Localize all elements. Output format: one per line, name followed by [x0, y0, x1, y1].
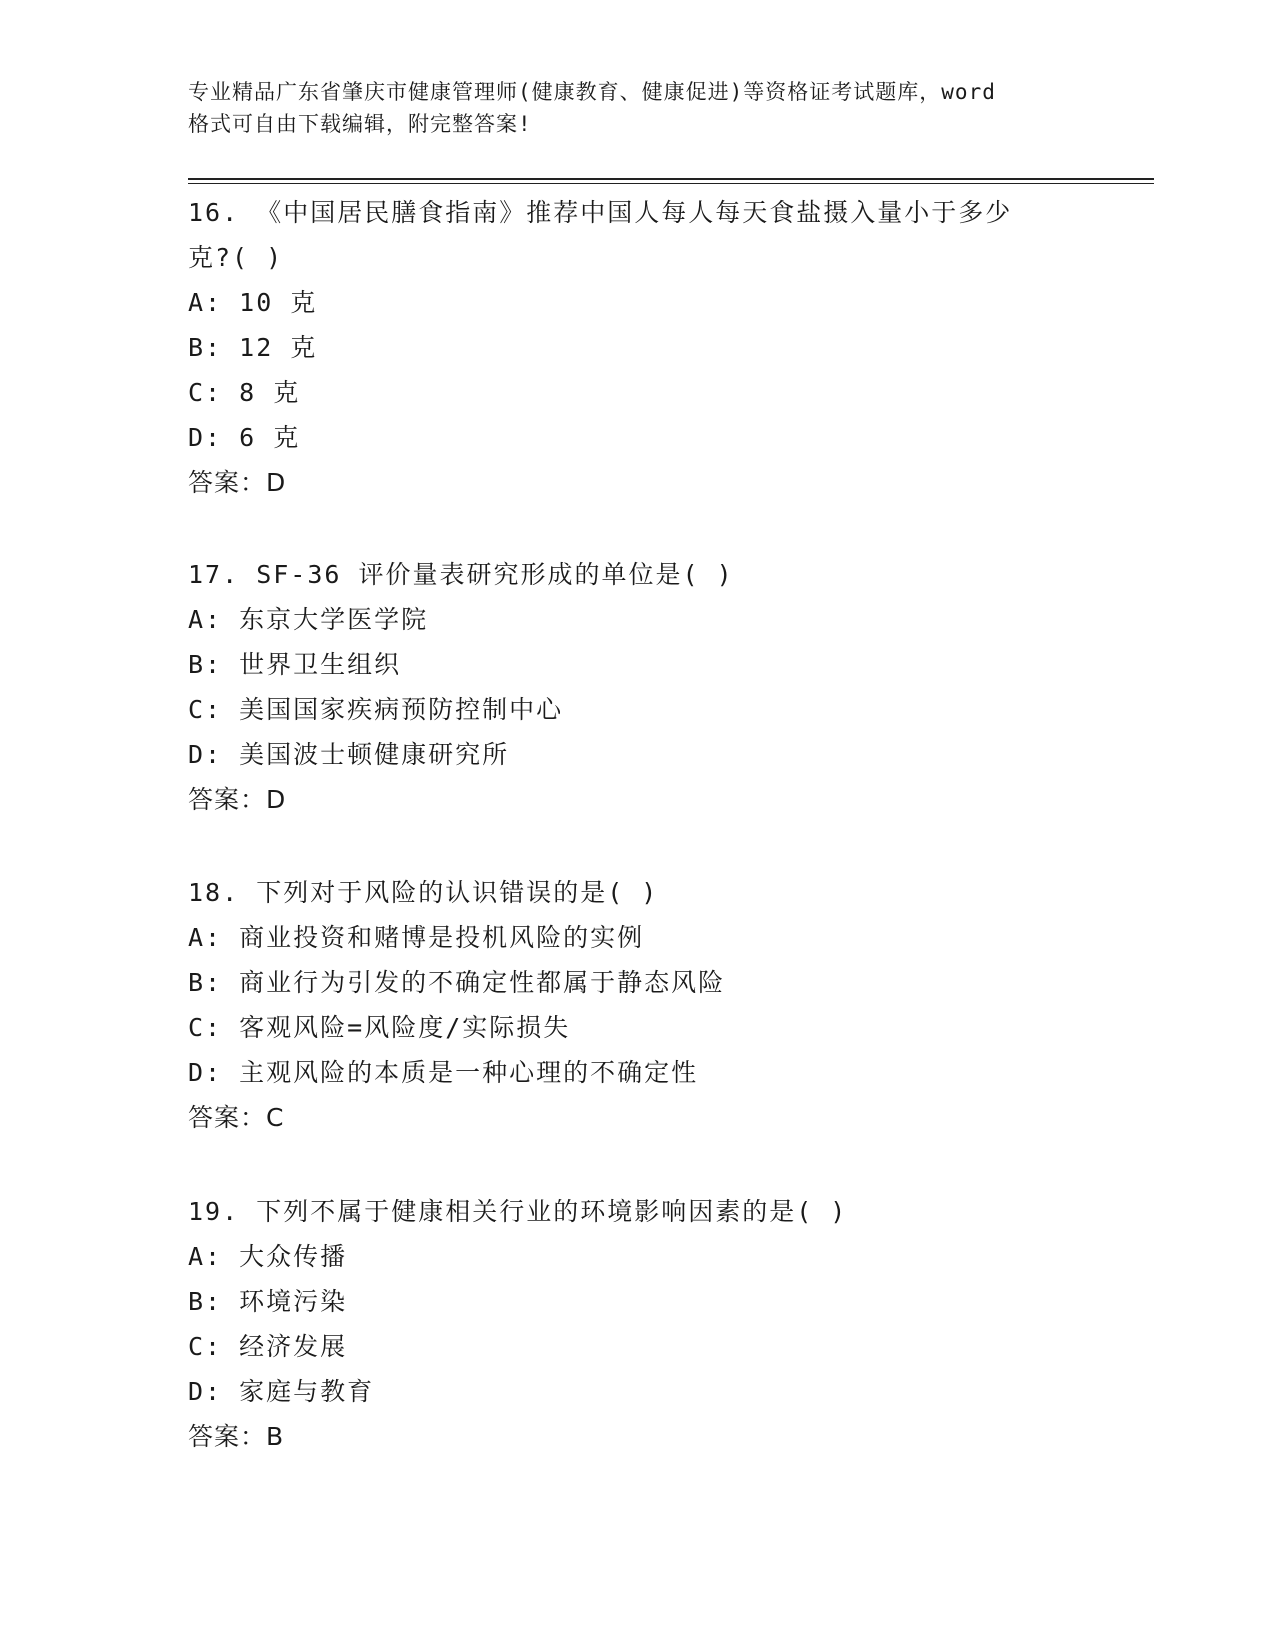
question-stem-continued: 克?( )	[188, 243, 284, 272]
option-c: C: 8 克	[188, 378, 301, 407]
header-divider-thin	[188, 183, 1154, 184]
header-line-2: 格式可自由下载编辑，附完整答案!	[188, 112, 532, 136]
answer-line: 答案：B	[188, 1422, 285, 1451]
question-16	[188, 190, 1088, 505]
answer-line: 答案：D	[188, 785, 287, 814]
question-17	[188, 552, 1088, 822]
option-c: C: 客观风险=风险度/实际损失	[188, 1013, 571, 1042]
option-a: A: 10 克	[188, 288, 318, 317]
answer-line: 答案：C	[188, 1103, 285, 1132]
question-stem: 18. 下列对于风险的认识错误的是( )	[188, 878, 659, 907]
option-b: B: 12 克	[188, 333, 318, 362]
question-18	[188, 870, 1088, 1140]
header-line-1: 专业精品广东省肇庆市健康管理师(健康教育、健康促进)等资格证考试题库，word	[188, 80, 996, 104]
question-stem: 19. 下列不属于健康相关行业的环境影响因素的是( )	[188, 1197, 848, 1226]
question-stem: 17. SF-36 评价量表研究形成的单位是( )	[188, 560, 734, 589]
question-19	[188, 1189, 1088, 1459]
option-c: C: 美国国家疾病预防控制中心	[188, 695, 564, 724]
option-c: C: 经济发展	[188, 1332, 348, 1361]
option-b: B: 环境污染	[188, 1287, 348, 1316]
answer-line: 答案：D	[188, 468, 287, 497]
question-stem: 16. 《中国居民膳食指南》推荐中国人每人每天食盐摄入量小于多少	[188, 198, 1013, 227]
option-b: B: 世界卫生组织	[188, 650, 402, 679]
option-d: D: 主观风险的本质是一种心理的不确定性	[188, 1058, 699, 1087]
document-header	[188, 76, 1088, 140]
option-a: A: 大众传播	[188, 1242, 348, 1271]
option-a: A: 东京大学医学院	[188, 605, 429, 634]
header-divider-thick	[188, 178, 1154, 180]
option-b: B: 商业行为引发的不确定性都属于静态风险	[188, 968, 726, 997]
option-d: D: 美国波士顿健康研究所	[188, 740, 510, 769]
option-d: D: 家庭与教育	[188, 1377, 375, 1406]
option-a: A: 商业投资和赌博是投机风险的实例	[188, 923, 645, 952]
option-d: D: 6 克	[188, 423, 301, 452]
